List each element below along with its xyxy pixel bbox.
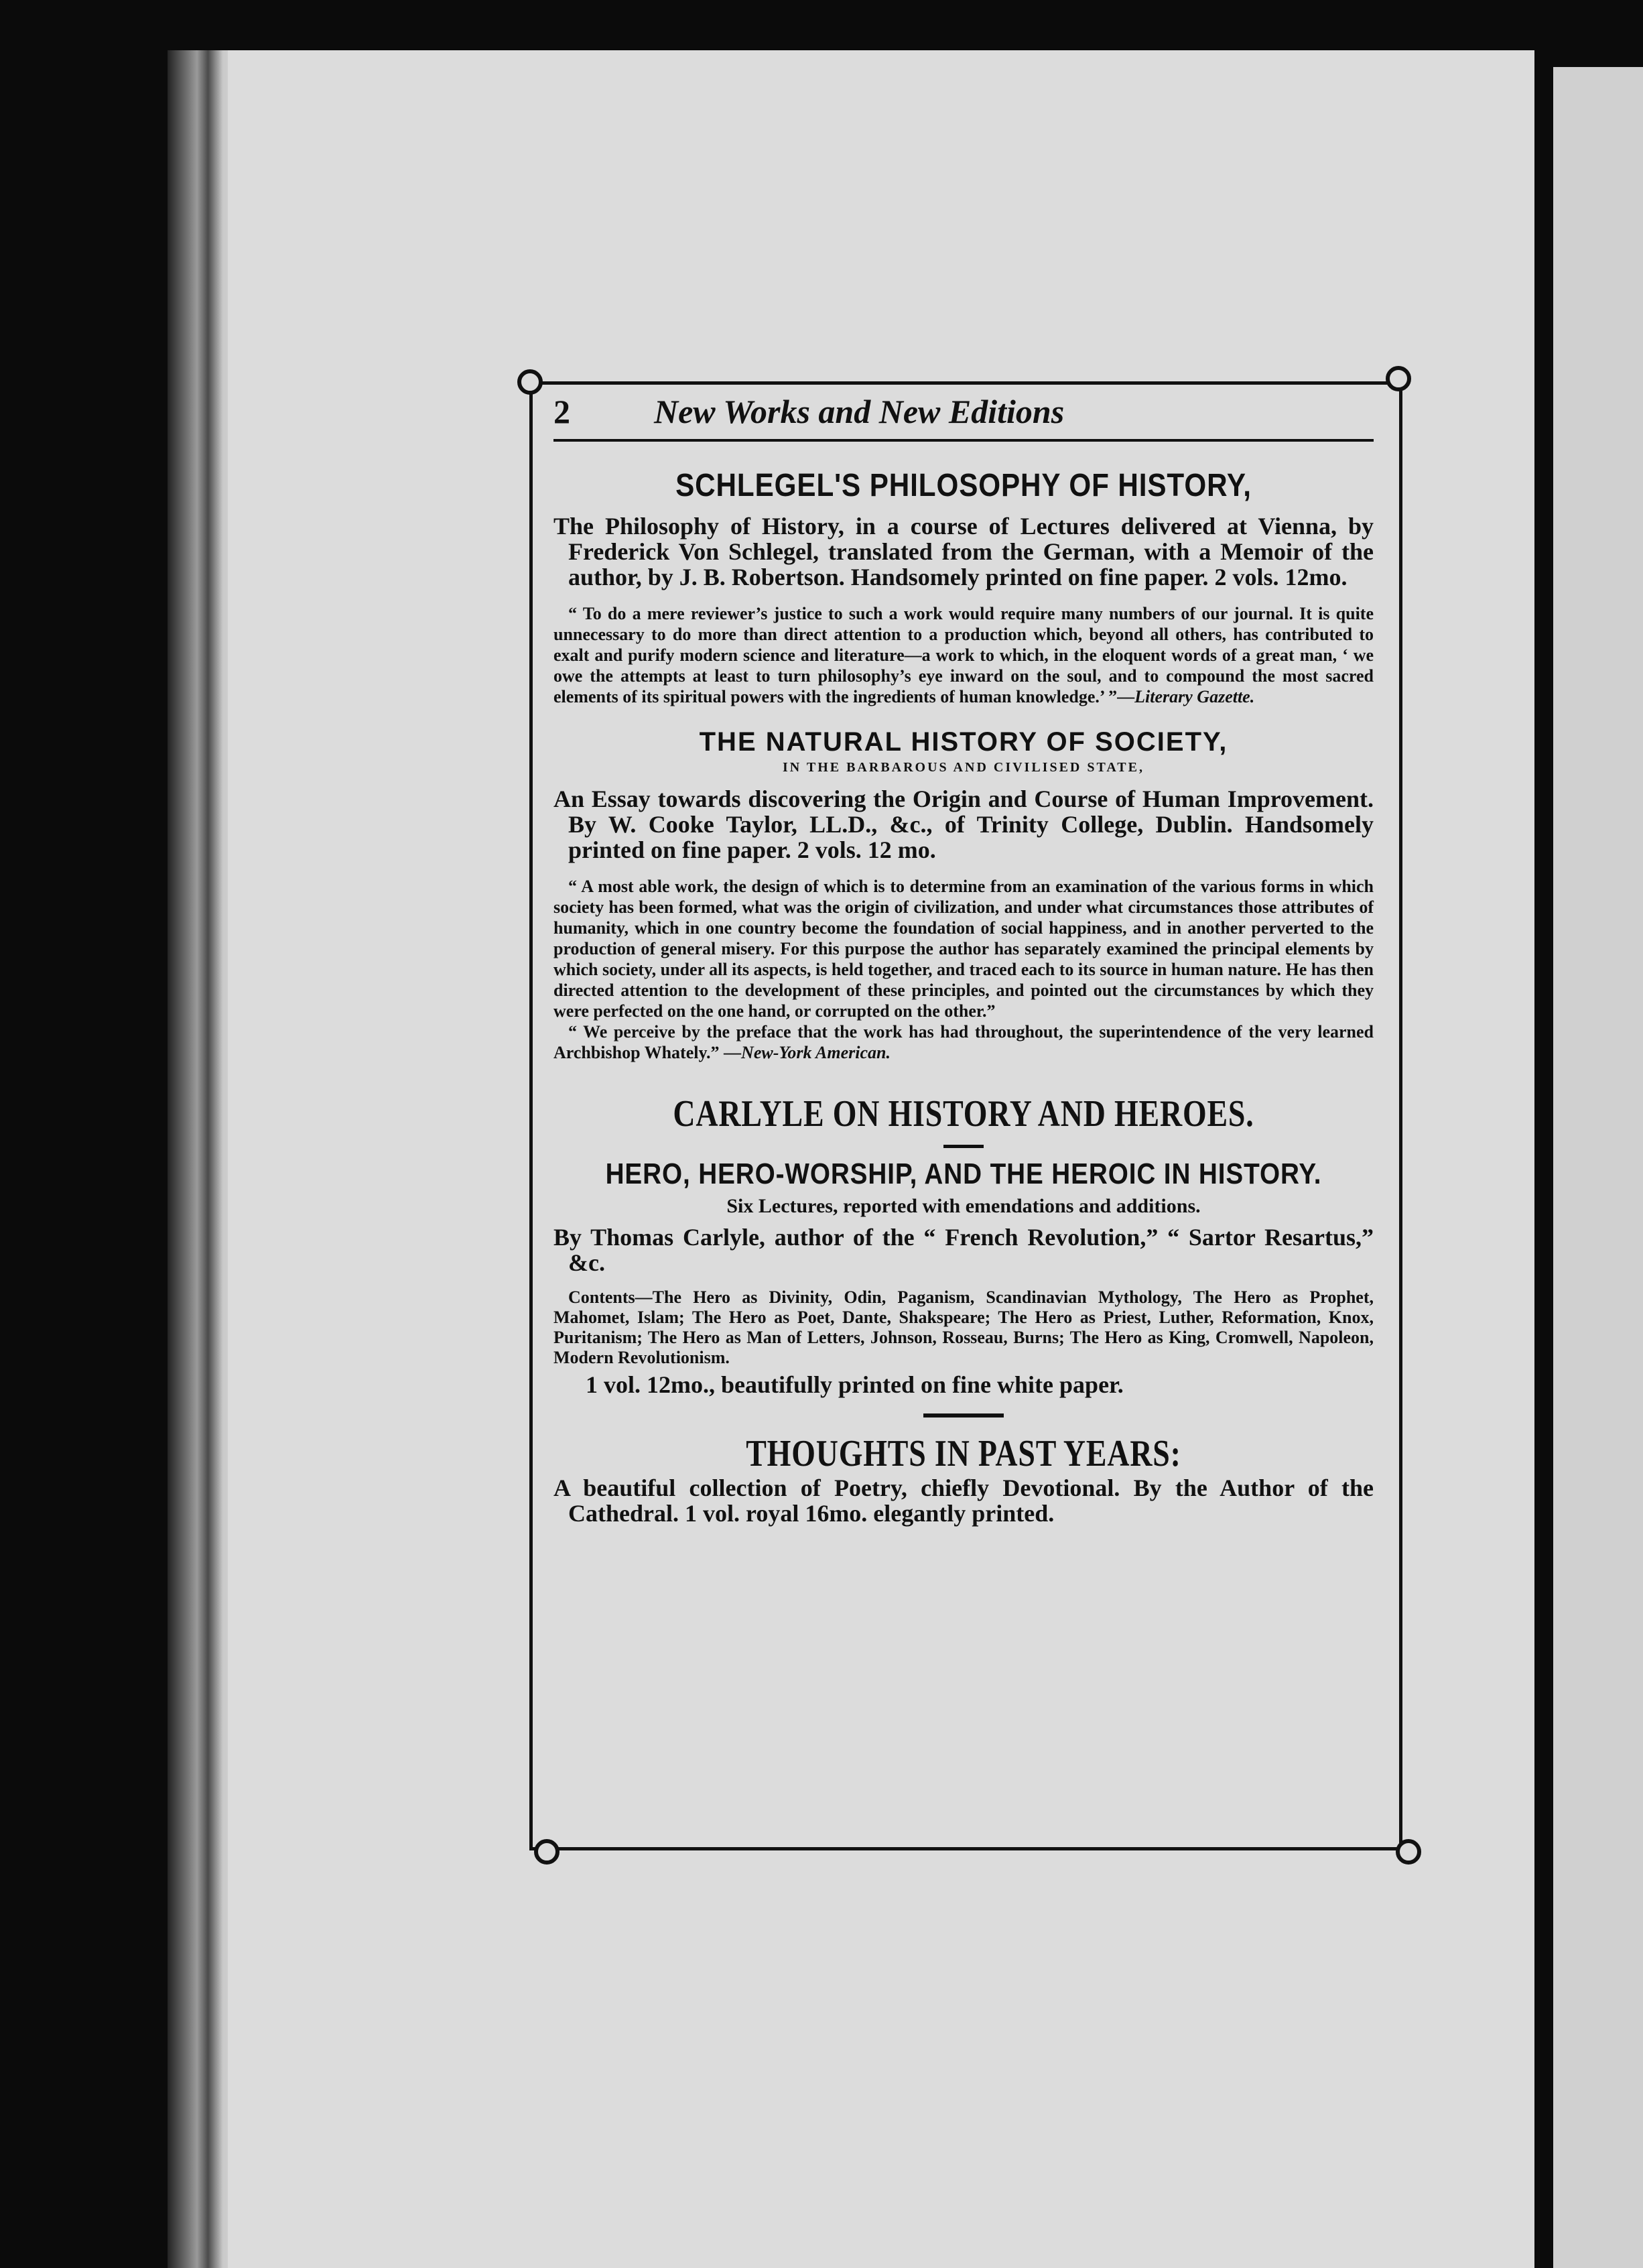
book-description: The Philosophy of History, in a course of Lectures delivered at Vienna, by Frederick Von Schlegel, translated from the German, with a Memoir of the author, by J. B. Robertson. Handsomely printed on fine paper. 2 vols. 12mo. — [553, 513, 1374, 590]
quote-text: “ We perceive by the preface that the work has had throughout, the superintendence of the very learned Archbishop Whately.” — — [553, 1022, 1374, 1062]
book-description: An Essay towards discovering the Origin and Course of Human Improvement. By W. Cooke Taylor, LL.D., &c., of Trinity College, Dublin. Handsomely printed on fine paper. 2 vols. 12 mo. — [553, 785, 1374, 863]
review-quote: “ A most able work, the design of which is to determine from an examination of the various forms in which society has been formed, what was the origin of civilization, and under what circumstances those attributes of humanity, which in one country become the foundation of social happiness, and in another perverted to the production of general misery. For this purpose the author has separately examined the principal elements by which society, under all its aspects, is held together, and traced each to its source in human nature. He has then directed attention to the development of these principles, and pointed out the circumstances by which they were perfected on the one hand, or corrupted on the other.” — [553, 877, 1374, 1021]
volume-info: 1 vol. 12mo., beautifully printed on fine white paper. — [586, 1371, 1124, 1398]
quote-text: “ To do a mere reviewer’s justice to such a work would require many numbers of our journal. It is quite unnecessary to do more than direct attention to a production which, beyond all others, has contributed to exalt and purify modern science and literature—a work to which, in the eloquent words of a great man, ‘ we owe the attempts at least to turn philosophy’s eye inward on the soul, and to compound the most sacred elements of its spiritual powers with the ingredients of human knowledge.’ ”— — [553, 604, 1374, 706]
section-note: Six Lectures, reported with emendations and additions. — [726, 1195, 1201, 1217]
quote-source: New-York American. — [741, 1043, 891, 1062]
divider — [923, 1413, 1004, 1418]
section-subtitle: IN THE BARBAROUS AND CIVILISED STATE, — [782, 760, 1144, 775]
section-natural-history — [553, 727, 1374, 1063]
running-title: New Works and New Editions — [654, 393, 1065, 430]
page-header — [553, 392, 1374, 442]
advertisement-content — [553, 392, 1374, 1526]
quote-source: Literary Gazette. — [1134, 687, 1255, 706]
section-subtitle: HERO, HERO-WORSHIP, AND THE HEROIC IN HISTORY. — [605, 1157, 1322, 1190]
review-quote-2 — [553, 1021, 1374, 1063]
section-title: SCHLEGEL'S PHILOSOPHY OF HISTORY, — [675, 468, 1252, 503]
corner-ornament-icon — [517, 369, 543, 395]
contents-list: Contents—The Hero as Divinity, Odin, Paganism, Scandinavian Mythology, The Hero as Prophet, Mahomet, Islam; The Hero as Poet, Dante, Shakspeare; The Hero as Priest, Luther, Reformation, Knox, Puritanism; The Hero as Man of Letters, Johnson, Rosseau, Burns; The Hero as King, Cromwell, Napoleon, Modern Revolutionism. — [553, 1287, 1374, 1367]
section-title: THOUGHTS IN PAST YEARS: — [746, 1433, 1181, 1474]
divider — [943, 1145, 984, 1148]
corner-ornament-icon — [1386, 366, 1411, 391]
section-schlegel — [553, 467, 1374, 707]
book-description: A beautiful collection of Poetry, chiefly Devotional. By the Author of the Cathedral. 1 vol. royal 16mo. elegantly printed. — [553, 1474, 1374, 1527]
corner-ornament-icon — [534, 1839, 560, 1865]
book-description: By Thomas Carlyle, author of the “ French Revolution,” “ Sartor Resartus,” &c. — [553, 1224, 1374, 1276]
section-title: CARLYLE ON HISTORY AND HEROES. — [673, 1093, 1254, 1135]
section-carlyle — [553, 1092, 1374, 1399]
page-number: 2 — [553, 393, 570, 430]
corner-ornament-icon — [1396, 1839, 1421, 1865]
review-quote — [553, 603, 1374, 707]
section-title: THE NATURAL HISTORY OF SOCIETY, — [699, 727, 1228, 757]
section-thoughts — [553, 1432, 1374, 1526]
facing-page-edge — [1553, 67, 1643, 2268]
